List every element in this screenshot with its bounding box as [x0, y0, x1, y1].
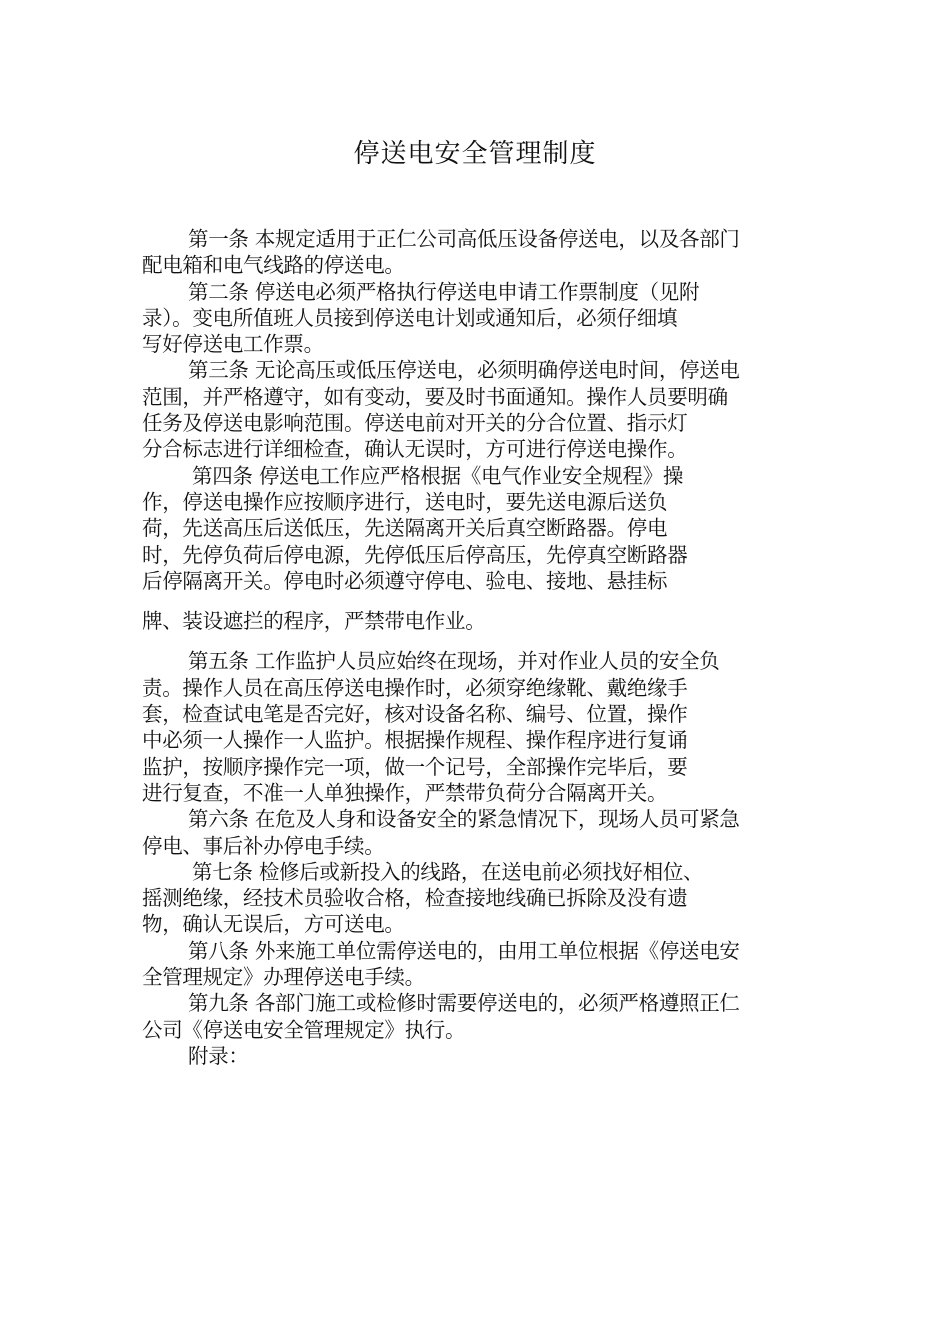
article-4-line-2: 作，停送电操作应按顺序进行，送电时，要先送电源后送负	[142, 489, 668, 514]
article-9-line-1: 第九条 各部门施工或检修时需要停送电的，必须严格遵照正仁	[188, 991, 740, 1016]
article-2-line-1: 第二条 停送电必须严格执行停送电申请工作票制度（见附	[188, 279, 700, 304]
article-1-line-2: 配电箱和电气线路的停送电。	[142, 253, 405, 278]
article-7-line-2: 摇测绝缘，经技术员验收合格，检查接地线确已拆除及没有遗	[142, 886, 688, 911]
article-5-line-5: 监护，按顺序操作完一项，做一个记号，全部操作完毕后，要	[142, 754, 688, 779]
article-8-line-2: 全管理规定》办理停送电手续。	[142, 965, 425, 990]
article-6-line-1: 第六条 在危及人身和设备安全的紧急情况下，现场人员可紧急	[188, 807, 740, 832]
article-7-line-1: 第七条 检修后或新投入的线路，在送电前必须找好相位、	[192, 859, 704, 884]
article-5-line-1: 第五条 工作监护人员应始终在现场，并对作业人员的安全负	[188, 649, 720, 674]
article-4-line-3: 荷，先送高压后送低压，先送隔离开关后真空断路器。停电	[142, 516, 668, 541]
document-body	[142, 226, 806, 1069]
article-5-line-4: 中必须一人操作一人监护。根据操作规程、操作程序进行复诵	[142, 728, 688, 753]
article-8-line-1: 第八条 外来施工单位需停送电的，由用工单位根据《停送电安	[188, 938, 740, 963]
article-3-line-2: 范围，并严格遵守，如有变动，要及时书面通知。操作人员要明确	[142, 384, 728, 409]
article-5-line-3: 套，检查试电笔是否完好，核对设备名称、编号、位置，操作	[142, 702, 688, 727]
appendix-label: 附录：	[188, 1043, 249, 1068]
article-4-line-6: 牌、装设遮拦的程序，严禁带电作业。	[142, 609, 486, 634]
article-3-line-4: 分合标志进行详细检查，确认无误时，方可进行停送电操作。	[142, 437, 688, 462]
article-6-line-2: 停电、事后补办停电手续。	[142, 833, 385, 858]
article-4-line-1: 第四条 停送电工作应严格根据《电气作业安全规程》操	[192, 463, 684, 488]
article-7-line-3: 物，确认无误后，方可送电。	[142, 912, 405, 937]
article-1-line-1: 第一条 本规定适用于正仁公司高低压设备停送电，以及各部门	[188, 227, 740, 251]
article-4-line-4: 时，先停负荷后停电源，先停低压后停高压，先停真空断路器	[142, 542, 688, 567]
article-4-line-5: 后停隔离开关。停电时必须遵守停电、验电、接地、悬挂标	[142, 568, 668, 593]
article-9-line-2: 公司《停送电安全管理规定》执行。	[142, 1017, 466, 1042]
article-5-line-2: 责。操作人员在高压停送电操作时，必须穿绝缘靴、戴绝缘手	[142, 675, 688, 700]
article-2-line-2: 录）。变电所值班人员接到停送电计划或通知后，必须仔细填	[142, 305, 678, 330]
document-title: 停送电安全管理制度	[353, 139, 597, 169]
article-3-line-1: 第三条 无论高压或低压停送电，必须明确停送电时间，停送电	[188, 358, 740, 383]
article-5-line-6: 进行复查，不准一人单独操作，严禁带负荷分合隔离开关。	[142, 780, 668, 805]
article-2-line-3: 写好停送电工作票。	[142, 332, 324, 357]
article-3-line-3: 任务及停送电影响范围。停送电前对开关的分合位置、指示灯	[142, 411, 688, 436]
